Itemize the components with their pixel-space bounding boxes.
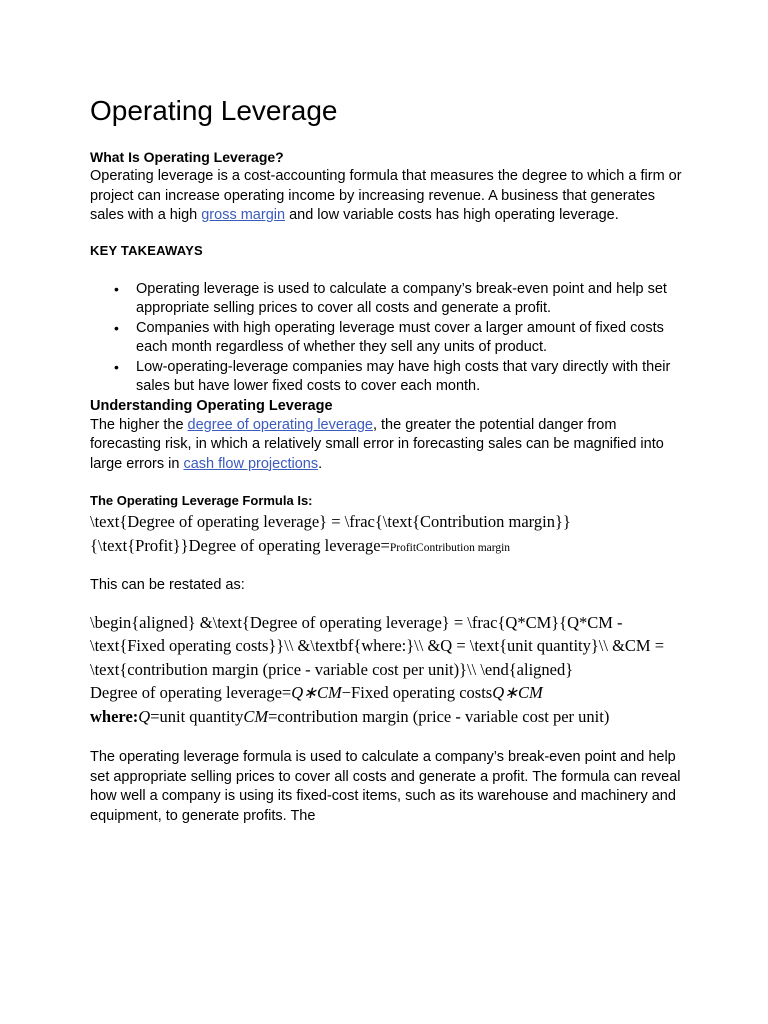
understanding-heading: Understanding Operating Leverage	[90, 397, 333, 414]
formula-r3-q: Q	[138, 706, 151, 726]
list-item: • Companies with high operating leverage must cover a larger amount of fixed costs each month regardless of whether they sell any units of product.	[136, 319, 690, 358]
formula-rendered-1a: Degree of operating leverage	[188, 535, 381, 555]
formula-r3-cm: CM	[243, 706, 269, 726]
understanding-text-1: The higher the	[90, 416, 188, 433]
list-item: • Low-operating-leverage companies may have high costs that vary directly with their sales but have lower fixed costs to cover each month.	[136, 358, 690, 397]
formula-block-2	[90, 611, 690, 729]
formula-rendered-2	[90, 681, 690, 705]
cash-flow-projections-link[interactable]: cash flow projections	[183, 455, 319, 472]
what-is-paragraph	[90, 167, 690, 226]
formula-latex-1: \text{Degree of operating leverage} = \frac{\text{Contribution margin}}{\text{Profit}}	[90, 512, 571, 555]
key-takeaways-heading: KEY TAKEAWAYS	[90, 242, 203, 258]
formula-rendered-3	[90, 705, 690, 729]
restated-text: This can be restated as:	[90, 577, 245, 593]
understanding-text-2: , the greater the potential danger from forecasting risk, in which a relatively small error in forecasting sales can be magnified into large errors in	[90, 416, 664, 472]
formula-r3-where: where:	[90, 706, 139, 726]
article-content	[90, 92, 690, 841]
closing-paragraph: The operating leverage formula is used to calculate a company’s break-even point and help set appropriate selling prices to cover all costs and generate a profit. The formula can reveal how well a company is using its fixed-cost items, such as its warehouse and machinery and equipment, to generate profits. The	[90, 749, 681, 824]
key-takeaways-list	[90, 280, 690, 397]
formula-heading: The Operating Leverage Formula Is:	[90, 493, 313, 508]
understanding-text-3: .	[318, 455, 323, 472]
formula-r3-q-def: =unit quantity	[150, 706, 244, 726]
formula-r3-cm-def: =contribution margin (price - variable cost per unit)	[268, 706, 610, 726]
list-item: • Operating leverage is used to calculate a company’s break-even point and help set appropriate selling prices to cover all costs and generate a profit.	[136, 280, 690, 319]
what-is-text-2: and low variable costs has high operating leverage.	[285, 207, 619, 223]
understanding-paragraph	[90, 416, 690, 475]
formula-r2-qcm2: Q∗CM	[492, 683, 543, 702]
formula-latex-2: \begin{aligned} &\text{Degree of operating leverage} = \frac{Q*CM}{Q*CM - \text{Fixed operating costs}}\\ &\textbf{where:}\\ &Q = \text{unit quantity}\\ &CM = \text{contribution margin (price - variable cost per unit)}\\ \end{aligned}	[90, 612, 665, 679]
page-title: Operating Leverage	[90, 95, 338, 126]
what-is-heading: What Is Operating Leverage?	[90, 149, 284, 165]
formula-r2-label: Degree of operating leverage=	[90, 683, 292, 702]
formula-rendered-1b: =	[380, 535, 390, 555]
gross-margin-link[interactable]: gross margin	[201, 207, 286, 223]
formula-r2-minus: −Fixed operating costs	[341, 683, 493, 702]
formula-block-1	[90, 510, 690, 560]
what-is-text-1: Operating leverage is a cost-accounting formula that measures the degree to which a firm or project can increase operating income by increasing revenue. A business that generates sales with a high	[90, 168, 682, 223]
formula-r2-qcm: Q∗CM	[291, 683, 342, 702]
formula-rendered-1c: ProfitContribution margin	[389, 541, 511, 554]
degree-of-operating-leverage-link[interactable]: degree of operating leverage	[187, 416, 373, 433]
